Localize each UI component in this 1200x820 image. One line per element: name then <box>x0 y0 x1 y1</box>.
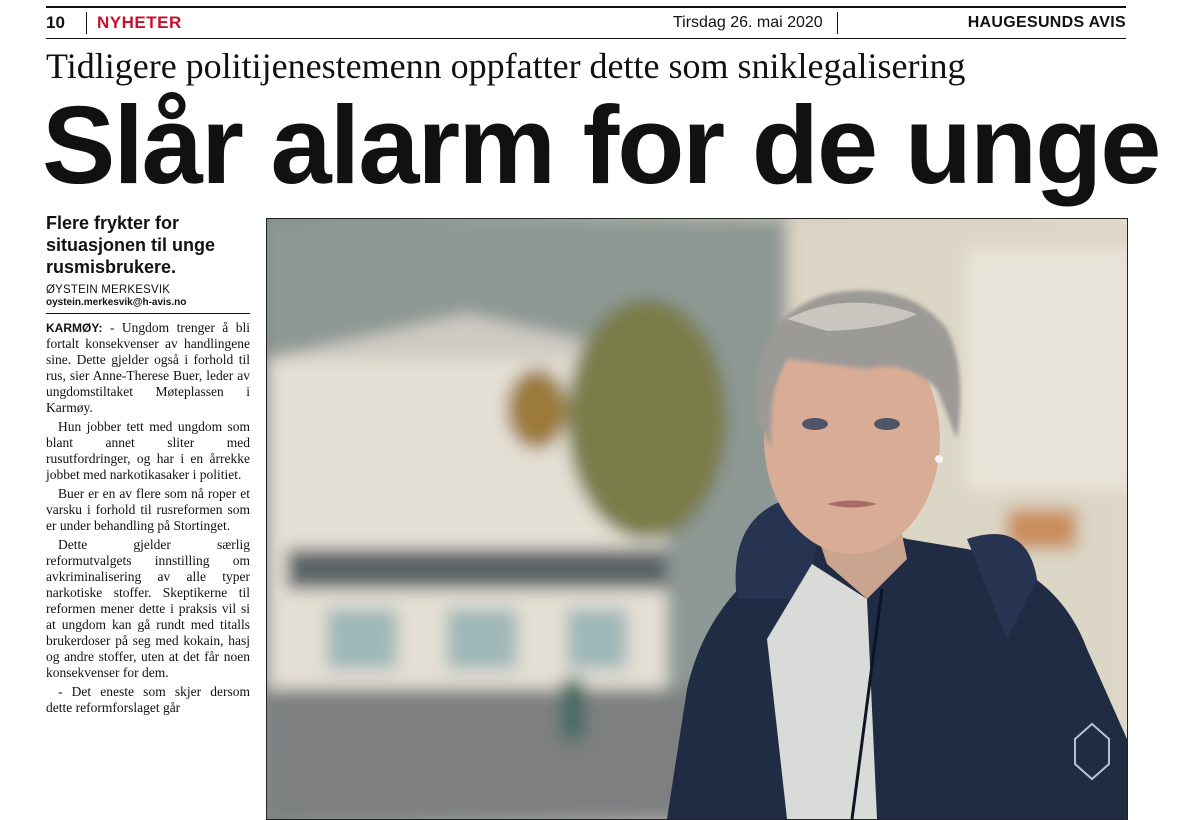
page-number: 10 <box>46 13 65 32</box>
article-body <box>46 320 250 716</box>
article-kicker: Tidligere politijenestemenn oppfatter dette som sniklegalisering <box>46 46 966 86</box>
article-byline: ØYSTEIN MERKESVIK <box>46 284 171 296</box>
body-paragraph: Dette gjelder særlig reformutvalgets innstilling om avkriminalisering av alle typer narkotiske stoffer. Skeptikerne til reformen mener dette i praksis vil si at ungdom kan gå rundt med titalls brukerdoser på seg med kokain, hasj og andre stoffer, uten at det får noen konsekvenser for dem. <box>46 537 250 680</box>
body-paragraph: Buer er en av flere som nå roper et varsku i forhold til rusreformen som er under behandling på Stortinget. <box>46 486 250 533</box>
author-email: oystein.merkesvik@h-avis.no <box>46 297 250 314</box>
portrait-photo <box>267 219 1127 819</box>
article-photo <box>266 218 1128 820</box>
paragraph-text: - Ungdom trenger å bli fortalt konsekvenser av handlingene sine. Dette gjelder også i forhold til rus, sier Anne-Therese Buer, leder av ungdomstiltaket Møteplassen i Karmøy. <box>46 320 250 415</box>
article-headline: Slår alarm for de unge <box>42 84 1160 207</box>
body-paragraph <box>46 320 250 416</box>
section-label: NYHETER <box>97 13 182 32</box>
page-header <box>46 6 1126 39</box>
dateline: KARMØY: <box>46 321 103 335</box>
article-ingress: Flere frykter for situasjonen til unge rusmisbrukere. <box>46 213 216 277</box>
article-text-column <box>46 212 250 719</box>
newspaper-name: HAUGESUNDS AVIS <box>967 14 1126 31</box>
body-paragraph: Hun jobber tett med ungdom som blant annet sliter med rusutfordringer, og har i en årrekke jobbet med narkotikasaker i politiet. <box>46 419 250 482</box>
body-paragraph: - Det eneste som skjer dersom dette reformforslaget går <box>46 684 250 715</box>
issue-date: Tirsdag 26. mai 2020 <box>672 14 823 31</box>
